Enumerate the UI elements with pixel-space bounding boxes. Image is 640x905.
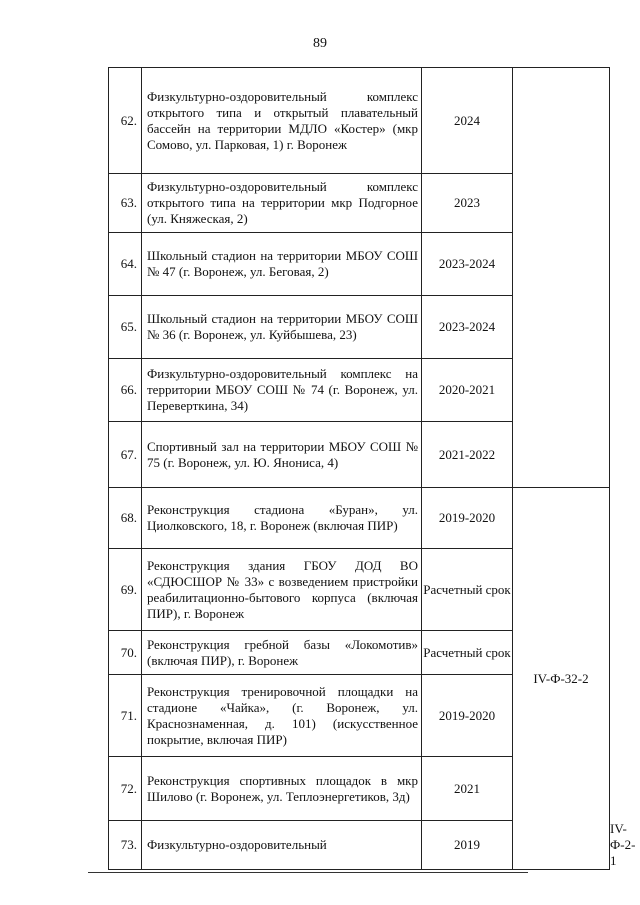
object-description: Реконструкция гребной базы «Локомотив» (включая ПИР), г. Воронеж	[142, 631, 422, 675]
implementation-period: 2019-2020	[422, 675, 513, 757]
row-number: 70.	[109, 631, 142, 675]
object-description: Реконструкция здания ГБОУ ДОД ВО «СДЮСШОР № 33» с возведением пристройки реабилитационно-бытового корпуса (включая ПИР), г. Воронеж	[142, 549, 422, 631]
footer-divider	[88, 872, 528, 873]
page-number: 89	[313, 36, 327, 51]
object-description: Физкультурно-оздоровительный комплекс открытого типа на территории мкр Подгорное (ул. Княжеская, 2)	[142, 174, 422, 233]
object-description: Физкультурно-оздоровительный	[142, 821, 422, 870]
object-description: Спортивный зал на территории МБОУ СОШ № 75 (г. Воронеж, ул. Ю. Янониса, 4)	[142, 422, 422, 488]
implementation-period: 2019-2020	[422, 488, 513, 549]
row-number: 63.	[109, 174, 142, 233]
row-number: 66.	[109, 359, 142, 422]
implementation-period: 2019	[422, 821, 513, 870]
object-description: Физкультурно-оздоровительный комплекс открытого типа и открытый плавательный бассейн на территории МДЛО «Костер» (мкр Сомово, ул. Парковая, 1) г. Воронеж	[142, 68, 422, 174]
row-number: 67.	[109, 422, 142, 488]
implementation-period: Расчетный срок	[422, 631, 513, 675]
object-description: Реконструкция стадиона «Буран», ул. Циолковского, 18, г. Воронеж (включая ПИР)	[142, 488, 422, 549]
implementation-period: 2023	[422, 174, 513, 233]
row-number: 68.	[109, 488, 142, 549]
row-number: 65.	[109, 296, 142, 359]
object-description: Реконструкция спортивных площадок в мкр Шилово (г. Воронеж, ул. Теплоэнергетиков, 3д)	[142, 757, 422, 821]
row-number: 69.	[109, 549, 142, 631]
table-row: 73. Физкультурно-оздоровительный 2019 IV-Ф-2-1	[109, 821, 610, 870]
zone-code-cell: IV-Ф-32-2	[513, 488, 610, 870]
object-description: Реконструкция тренировочной площадки на стадионе «Чайка», (г. Воронеж, ул. Краснознаменная, д. 101) (искусственное покрытие, включая ПИР)	[142, 675, 422, 757]
implementation-period: 2024	[422, 68, 513, 174]
implementation-period: 2023-2024	[422, 233, 513, 296]
table-row	[109, 68, 610, 174]
zone-code-cell	[513, 68, 610, 488]
objects-table	[108, 67, 636, 870]
object-description: Физкультурно-оздоровительный комплекс на территории МБОУ СОШ № 74 (г. Воронеж, ул. Переверткина, 34)	[142, 359, 422, 422]
row-number: 64.	[109, 233, 142, 296]
row-number: 71.	[109, 675, 142, 757]
implementation-period: 2020-2021	[422, 359, 513, 422]
implementation-period: 2021-2022	[422, 422, 513, 488]
implementation-period: 2021	[422, 757, 513, 821]
table-row	[109, 488, 610, 549]
row-number: 73.	[109, 821, 142, 870]
row-number: 62.	[109, 68, 142, 174]
object-description: Школьный стадион на территории МБОУ СОШ № 36 (г. Воронеж, ул. Куйбышева, 23)	[142, 296, 422, 359]
implementation-period: 2023-2024	[422, 296, 513, 359]
object-description: Школьный стадион на территории МБОУ СОШ № 47 (г. Воронеж, ул. Беговая, 2)	[142, 233, 422, 296]
implementation-period: Расчетный срок	[422, 549, 513, 631]
row-number: 72.	[109, 757, 142, 821]
